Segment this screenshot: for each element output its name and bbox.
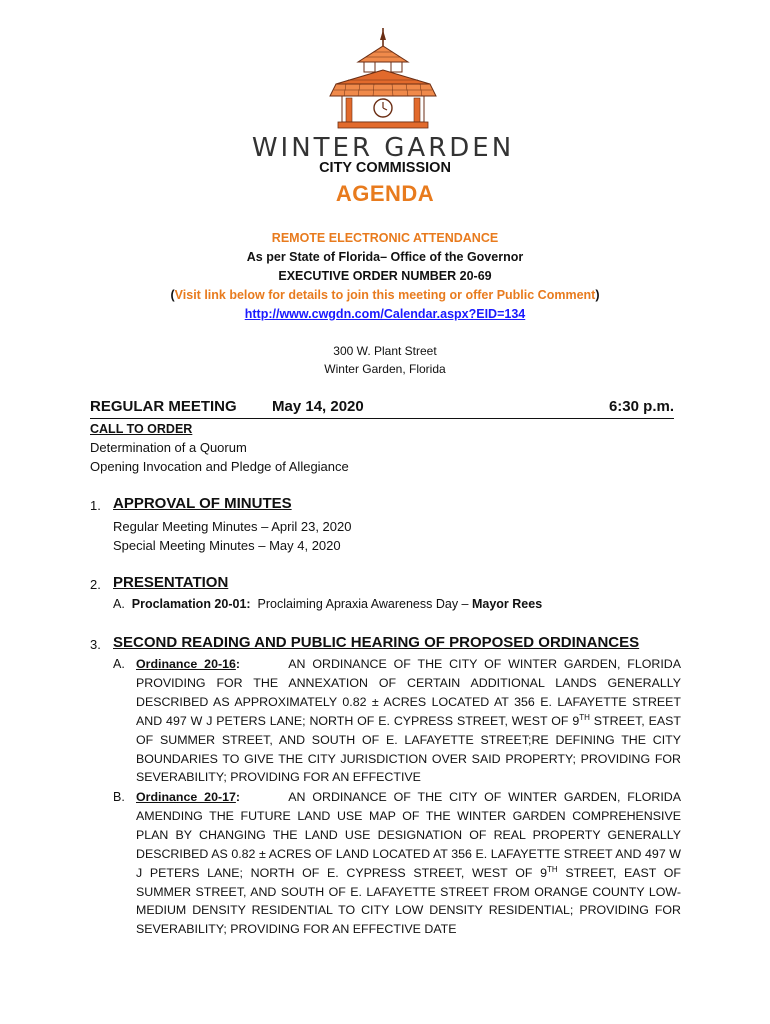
section-1-number: 1. bbox=[90, 498, 101, 513]
ordinance-20-16-text bbox=[136, 655, 681, 787]
remote-attendance-notice: REMOTE ELECTRONIC ATTENDANCE bbox=[271, 231, 499, 245]
city-commission-title: CITY COMMISSION bbox=[319, 160, 451, 176]
paren-open: ( bbox=[170, 288, 175, 302]
ordinance-a-colon: : bbox=[235, 657, 241, 671]
ordinance-20-17-label: Ordinance 20-17 bbox=[136, 790, 236, 804]
ordinance-b-sup: TH bbox=[546, 864, 558, 874]
ordinance-b-body-2: STREET, EAST OF SUMMER STREET, AND SOUTH OF E. LAFAYETTE STREET FROM ORANGE COUNTY LOW-MEDIUM DENSITY RESIDENTIAL TO CITY LOW DENSITY RESIDENTIAL; PROVIDING FOR SEVERABILITY; PROVIDING FOR AN EFFECTIVE DATE bbox=[136, 865, 681, 937]
meeting-type: REGULAR MEETING bbox=[90, 398, 237, 415]
section-3-number: 3. bbox=[90, 637, 101, 652]
ordinance-a-body-2: STREET, EAST OF SUMMER STREET, AND SOUTH OF E. LAFAYETTE STREET;RE DEFINING THE CITY BOUNDARIES TO GIVE THE CITY JURISDICTION OVER SAID PROPERTY; PROVIDING FOR SEVERABILITY; PROVIDING FOR AN EFFECTIVE bbox=[136, 713, 681, 785]
address-line-2: Winter Garden, Florida bbox=[324, 362, 446, 376]
regular-minutes-item: Regular Meeting Minutes – April 23, 2020 bbox=[113, 519, 352, 534]
governor-reference: As per State of Florida– Office of the Governor bbox=[246, 250, 524, 264]
visit-link-text: Visit link below for details to join this meeting or offer Public Comment bbox=[174, 288, 596, 302]
proclamation-text: Proclaiming Apraxia Awareness Day – bbox=[257, 597, 472, 611]
ordinance-a-letter: A. bbox=[113, 657, 125, 671]
agenda-title: AGENDA bbox=[335, 181, 435, 206]
presenter-name: Mayor Rees bbox=[471, 597, 543, 611]
section-2-number: 2. bbox=[90, 577, 101, 592]
proclamation-label: Proclamation 20-01: bbox=[131, 597, 251, 611]
executive-order: EXECUTIVE ORDER NUMBER 20-69 bbox=[278, 269, 492, 283]
ordinance-a-body-1: AN ORDINANCE OF THE CITY OF WINTER GARDEN, FLORIDA PROVIDING FOR THE ANNEXATION OF CERTAIN ADDITIONAL LANDS GENERALLY DESCRIBED AS APPROXIMATELY 0.82 ± ACRES LOCATED AT 356 E. LAFAYETTE STREET AND 497 W J PETERS LANE; NORTH OF E. CYPRESS STREET, WEST OF 9 bbox=[136, 657, 681, 728]
paren-close: ) bbox=[595, 288, 600, 302]
meeting-info-row bbox=[90, 398, 674, 419]
svg-text:WINTER GARDEN: WINTER GARDEN bbox=[251, 133, 515, 163]
special-minutes-item: Special Meeting Minutes – May 4, 2020 bbox=[113, 538, 341, 553]
quorum-line: Determination of a Quorum bbox=[90, 440, 247, 455]
winter-garden-logo bbox=[251, 28, 515, 163]
invocation-line: Opening Invocation and Pledge of Allegiance bbox=[90, 459, 349, 474]
visit-link-note bbox=[0, 288, 770, 302]
meeting-time: 6:30 p.m. bbox=[608, 398, 674, 415]
ordinance-b-body-1: AN ORDINANCE OF THE CITY OF WINTER GARDEN, FLORIDA AMENDING THE FUTURE LAND USE MAP OF THE WINTER GARDEN COMPREHENSIVE PLAN BY CHANGING THE LAND USE DESIGNATION OF REAL PROPERTY GENERALLY DESCRIBED AS 0.82 ± ACRES OF LAND LOCATED AT 356 E. LAFAYETTE STREET AND 497 W J PETERS LANE; NORTH OF E. CYPRESS STREET, WEST OF 9 bbox=[136, 790, 681, 880]
address-line-1: 300 W. Plant Street bbox=[333, 344, 437, 358]
ordinance-b-letter: B. bbox=[113, 790, 125, 804]
meeting-calendar-link[interactable]: http://www.cwgdn.com/Calendar.aspx?EID=134 bbox=[244, 307, 526, 321]
ordinance-a-sup: TH bbox=[579, 712, 590, 722]
presentation-item bbox=[113, 595, 542, 614]
ordinance-20-16-label: Ordinance 20-16 bbox=[136, 657, 236, 671]
ordinance-20-17-text bbox=[136, 788, 681, 939]
section-1-heading: APPROVAL OF MINUTES bbox=[113, 495, 292, 512]
item-letter: A. bbox=[113, 597, 125, 611]
ordinance-b-colon: : bbox=[235, 790, 241, 804]
call-to-order-heading: CALL TO ORDER bbox=[90, 422, 193, 436]
section-2-heading: PRESENTATION bbox=[113, 574, 229, 591]
section-3-heading: SECOND READING AND PUBLIC HEARING OF PROPOSED ORDINANCES bbox=[113, 634, 640, 651]
meeting-date: May 14, 2020 bbox=[272, 398, 364, 415]
